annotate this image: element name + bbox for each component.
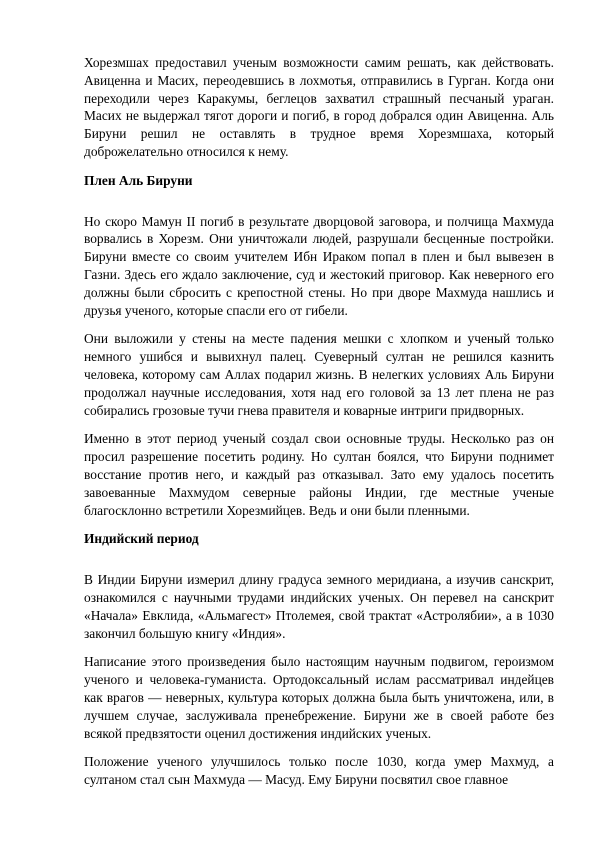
- paragraph-india-measurements: В Индии Бируни измерил длину градуса земного меридиана, а изучив санскрит, ознакомился с научными трудами индийских ученых. Он перевел на санскрит «Начала» Евклида, «Альмагест» Птолемея, свой трактат «Астролябии», а в 1030 закончил большую книгу «Индия».: [84, 572, 554, 641]
- paragraph-scientific-feat: Написание этого произведения было настоящим научным подвигом, героизмом ученого и человека-гуманиста. Ортодоксальный ислам рассматривал индейцев как врагов — неверных, культура которых должна была быть уничтожена, или, в лучшем случае, заслуживала пренебрежение. Бируни же в своей работе без всякой предвзятости оценил достижения индийских ученых.: [84, 654, 554, 741]
- section-heading-indian-period: Индийский период: [84, 531, 199, 547]
- paragraph-mamun-death: Но скоро Мамун II погиб в результате дворцовой заговора, и полчища Махмуда ворвались в Хорезм. Они уничтожали людей, разрушали бесценные постройки. Бируни вместе со своим учителем Ибн Ираком попал в плен и был вывезен в Газни. Здесь его ждало заключение, суд и жестокий приговор. Как неверного его должны были сбросить с крепостной стены. Но при дворе Махмуда нашлись и друзья ученого, которые спасли его от гибели.: [84, 213, 554, 318]
- document-page: [84, 54, 554, 800]
- paragraph-khorezmshah-choice: Хорезмшах предоставил ученым возможности самим решать, как действовать. Авиценна и Масих, переодевшись в лохмотья, отправились в Гурган. Когда они переходили через Каракумы, беглецов захватил страшный песчаный ураган. Масих не выдержал тягот дороги и погиб, в город добрался один Авиценна. Аль Бируни решил не оставлять в трудное время Хорезмшаха, который доброжелательно относился к нему.: [84, 55, 554, 159]
- paragraph-cotton-sacks: Они выложили у стены на месте падения мешки с хлопком и ученый только немного ушибся и вывихнул палец. Суеверный султан не решился казнить человека, которому сам Аллах подарил жизнь. В нелегких условиях Аль Бируни продолжал научные исследования, хотя над его головой за 13 лет плена не раз собирались грозовые тучи гнева правителя и коварные интриги придворных.: [84, 331, 554, 418]
- paragraph-main-works: Именно в этот период ученый создал свои основные труды. Несколько раз он просил разрешение посетить родину. Но султан боялся, что Бируни поднимет восстание против него, и каждый раз отказывал. Зато ему удалось посетить завоеванные Махмудом северные районы Индии, где местные ученые благосклонно встретили Хорезмийцев. Ведь и они были пленными.: [84, 431, 554, 518]
- paragraph-after-1030: Положение ученого улучшилось только после 1030, когда умер Махмуд, а султаном стал сын Махмуда — Масуд. Ему Бируни посвятил свое главное: [84, 754, 554, 788]
- section-heading-captivity: Плен Аль Бируни: [84, 172, 193, 188]
